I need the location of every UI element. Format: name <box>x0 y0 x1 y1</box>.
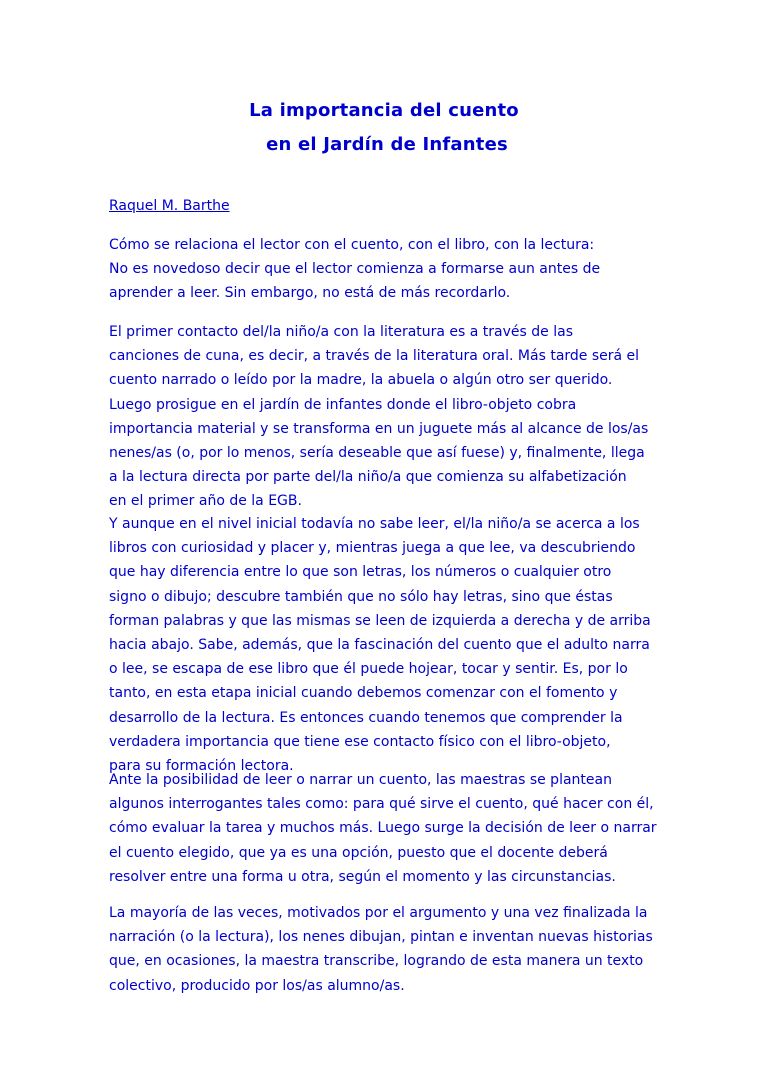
paragraph <box>109 768 669 889</box>
paragraph-line: Cómo se relaciona el lector con el cuento, con el libro, con la lectura: <box>109 237 595 253</box>
paragraph-line: en el primer año de la EGB. <box>109 493 302 510</box>
paragraph-line: que, en ocasiones, la maestra transcribe, logrando de esta manera un texto <box>109 953 644 970</box>
paragraph-line: tanto, en esta etapa inicial cuando debemos comenzar con el fomento y <box>109 685 618 702</box>
paragraph-line: No es novedoso decir que el lector comienza a formarse aun antes de <box>109 261 601 278</box>
paragraph-line: cómo evaluar la tarea y muchos más. Luego surge la decisión de leer o narrar <box>109 820 657 837</box>
paragraph-line: aprender a leer. Sin embargo, no está de más recordarlo. <box>109 285 511 302</box>
paragraph-line: El primer contacto del/la niño/a con la literatura es a través de las <box>109 324 573 340</box>
paragraph-line: narración (o la lectura), los nenes dibujan, pintan e inventan nuevas historias <box>109 929 653 946</box>
paragraph-line: desarrollo de la lectura. Es entonces cuando tenemos que comprender la <box>109 709 623 726</box>
paragraph <box>109 512 669 778</box>
paragraph-line: libros con curiosidad y placer y, mientras juega a que lee, va descubriendo <box>109 540 636 557</box>
paragraph-line: La mayoría de las veces, motivados por el argumento y una vez finalizada la <box>109 905 648 921</box>
paragraph-line: cuento narrado o leído por la madre, la abuela o algún otro ser querido. <box>109 372 613 389</box>
paragraph-line: forman palabras y que las mismas se leen de izquierda a derecha y de arriba <box>109 612 651 629</box>
paragraph-line: verdadera importancia que tiene ese contacto físico con el libro-objeto, <box>109 733 611 750</box>
document-title <box>0 94 768 162</box>
title-line-1: La importancia del cuento <box>249 100 519 121</box>
paragraph-line: Ante la posibilidad de leer o narrar un cuento, las maestras se plantean <box>109 772 612 788</box>
paragraph-line: canciones de cuna, es decir, a través de la literatura oral. Más tarde será el <box>109 348 640 365</box>
paragraph-line: a la lectura directa por parte del/la niño/a que comienza su alfabetización <box>109 469 627 486</box>
paragraph-line: o lee, se escapa de ese libro que él puede hojear, tocar y sentir. Es, por lo <box>109 661 628 678</box>
paragraph-line: que hay diferencia entre lo que son letras, los números o cualquier otro <box>109 564 612 581</box>
paragraph-line: colectivo, producido por los/as alumno/as. <box>109 977 405 994</box>
paragraph-line: Luego prosigue en el jardín de infantes donde el libro-objeto cobra <box>109 396 577 413</box>
paragraph-line: para su formación lectora. <box>109 758 294 775</box>
author-name: Raquel M. Barthe <box>109 198 230 214</box>
paragraph <box>109 233 669 306</box>
paragraph <box>109 901 669 998</box>
paragraph-line: el cuento elegido, que ya es una opción, puesto que el docente deberá <box>109 844 608 861</box>
paragraph-line: nenes/as (o, por lo menos, sería deseable que así fuese) y, finalmente, llega <box>109 445 645 462</box>
paragraph-line: Y aunque en el nivel inicial todavía no sabe leer, el/la niño/a se acerca a los <box>109 516 640 532</box>
paragraph-line: hacia abajo. Sabe, además, que la fascinación del cuento que el adulto narra <box>109 637 650 654</box>
paragraph <box>109 320 669 514</box>
paragraph-line: signo o dibujo; descubre también que no sólo hay letras, sino que éstas <box>109 588 613 605</box>
paragraph-line: resolver entre una forma u otra, según el momento y las circunstancias. <box>109 868 616 885</box>
paragraph-line: algunos interrogantes tales como: para qué sirve el cuento, qué hacer con él, <box>109 796 654 813</box>
title-line-2: en el Jardín de Infantes <box>266 134 508 155</box>
paragraph-line: importancia material y se transforma en un juguete más al alcance de los/as <box>109 420 649 437</box>
